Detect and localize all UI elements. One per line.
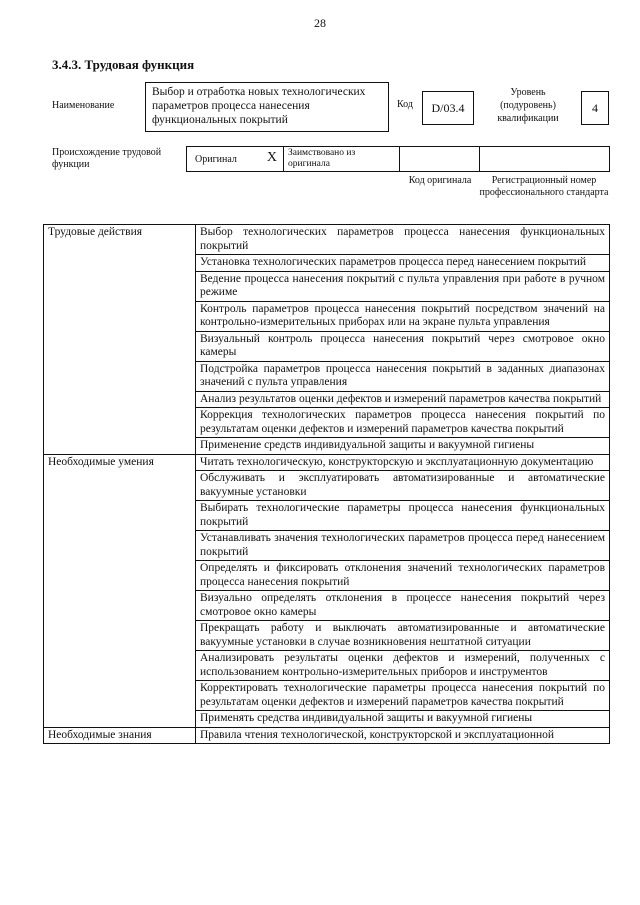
code-field: D/03.4 [422,91,474,125]
item-cell: Обслуживать и эксплуатировать автоматизированные и автоматические вакуумные установки [196,471,610,501]
item-cell: Визуальный контроль процесса нанесения покрытий через смотровое окно камеры [196,331,610,361]
item-cell: Читать технологическую, конструкторскую и эксплуатационную документацию [196,454,610,471]
category-cell: Трудовые действия [44,225,196,455]
item-cell: Ведение процесса нанесения покрытий с пульта управления при работе в ручном режиме [196,271,610,301]
origin-code-cell [399,146,480,172]
item-cell: Устанавливать значения технологических параметров процесса перед нанесением покрытий [196,531,610,561]
reg-number-label: Регистрационный номер профессионального стандарта [479,175,609,198]
origin-reg-cell [479,146,610,172]
category-cell: Необходимые умения [44,454,196,727]
origin-label: Происхождение трудовой функции [52,147,162,170]
original-label: Оригинал [195,153,237,165]
item-cell: Прекращать работу и выключать автоматизированные и автоматические вакуумные установки в случае возникновения нештатной ситуации [196,621,610,651]
item-cell: Визуально определять отклонения в процессе нанесения покрытий через смотровое окно камеры [196,591,610,621]
item-cell: Подстройка параметров процесса нанесения покрытий в заданных диапазонах значений с пульта управления [196,361,610,391]
item-cell: Определять и фиксировать отклонения значений технологических параметров процесса нанесения покрытий [196,561,610,591]
page-number: 28 [314,16,326,30]
table-row [44,727,610,744]
table-row [44,225,610,255]
item-cell: Анализировать результаты оценки дефектов и измерений, полученных с использованием контрольно-измерительных приборов и инструментов [196,651,610,681]
item-cell: Применение средств индивидуальной защиты и вакуумной гигиены [196,438,610,455]
table-row [44,454,610,471]
code-original-label: Код оригинала [408,175,472,186]
item-cell: Коррекция технологических параметров процесса нанесения покрытий по результатам оценки дефектов и измерений параметров качества покрытий [196,408,610,438]
section-title: 3.4.3. Трудовая функция [52,57,195,72]
function-name-field: Выбор и отработка новых технологических параметров процесса нанесения функциональных покрытий [145,82,389,132]
item-cell: Применять средства индивидуальной защиты и вакуумной гигиены [196,711,610,728]
item-cell: Выбор технологических параметров процесса нанесения функциональных покрытий [196,225,610,255]
function-table [43,224,610,744]
level-label: Уровень (подуровень) квалификации [497,87,559,124]
category-cell: Необходимые знания [44,727,196,744]
item-cell: Выбирать технологические параметры процесса нанесения функциональных покрытий [196,501,610,531]
item-cell: Анализ результатов оценки дефектов и измерений параметров качества покрытий [196,391,610,408]
origin-borrowed-cell: Заимствовано из оригинала [283,146,400,172]
item-cell: Корректировать технологические параметры процесса нанесения покрытий по результатам оценки дефектов и измерений параметров качества покрытий [196,681,610,711]
level-field: 4 [581,91,609,125]
origin-original-cell [186,146,284,172]
origin-row [186,146,610,172]
code-label: Код [397,99,413,110]
item-cell: Установка технологических параметров процесса перед нанесением покрытий [196,255,610,272]
original-mark: X [266,150,277,165]
item-cell: Контроль параметров процесса нанесения покрытий посредством значений на контрольно-измерительных приборах или на экране пульта управления [196,301,610,331]
name-label: Наименование [52,100,115,111]
item-cell: Правила чтения технологической, конструкторской и эксплуатационной [196,727,610,744]
